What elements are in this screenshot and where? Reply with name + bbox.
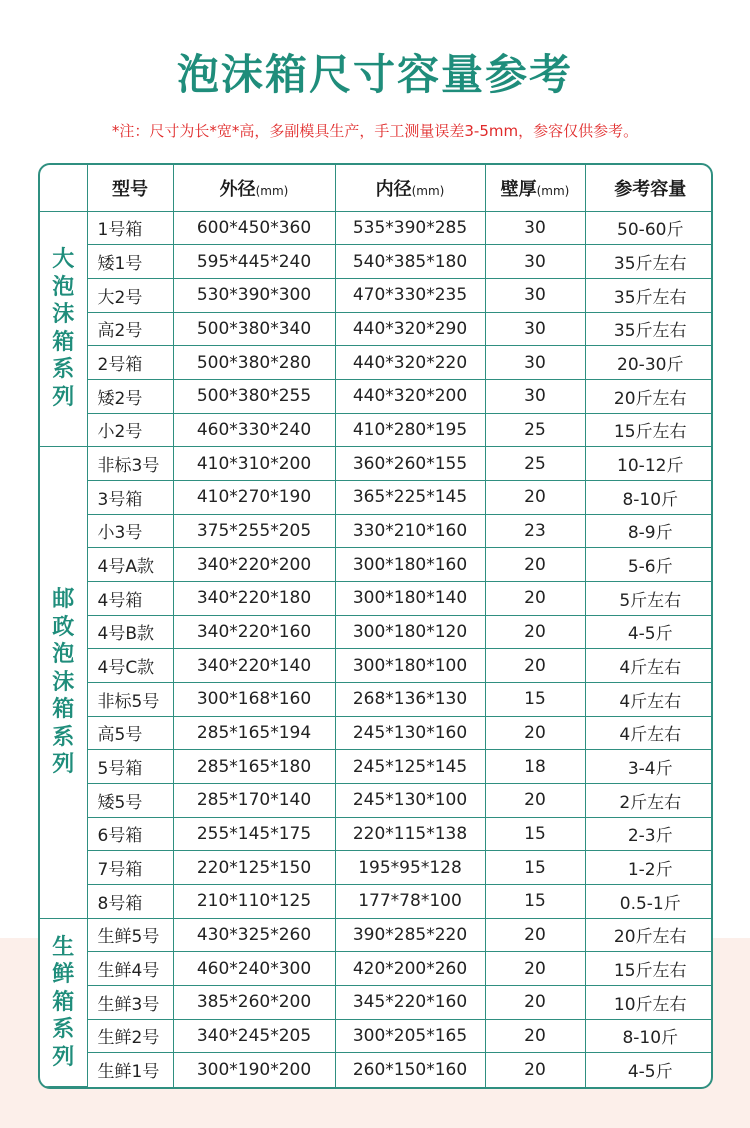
header-wall-label: 壁厚: [500, 178, 537, 200]
table-row: [40, 346, 713, 380]
capacity-cell: 4-5斤: [585, 615, 713, 649]
inner-size-cell: 440*320*290: [335, 312, 485, 346]
model-cell: 高5号: [87, 716, 173, 750]
table-row: [40, 413, 713, 447]
series-char: 政: [52, 614, 75, 640]
inner-size-cell: 300*180*100: [335, 649, 485, 683]
header-capacity: 参考容量: [585, 165, 713, 211]
wall-thickness-cell: 20: [485, 615, 585, 649]
series-char: 泡: [52, 642, 75, 668]
outer-size-cell: 285*165*180: [173, 750, 335, 784]
inner-size-cell: 245*130*100: [335, 783, 485, 817]
model-cell: 4号箱: [87, 581, 173, 615]
table-row: [40, 211, 713, 245]
wall-thickness-cell: 20: [485, 480, 585, 514]
outer-size-cell: 285*170*140: [173, 783, 335, 817]
model-cell: 生鲜3号: [87, 985, 173, 1019]
table-row: [40, 514, 713, 548]
table-row: [40, 750, 713, 784]
series-label: [40, 447, 87, 918]
series-char: 箱: [52, 697, 75, 723]
outer-size-cell: 460*330*240: [173, 413, 335, 447]
model-cell: 2号箱: [87, 346, 173, 380]
outer-size-cell: 460*240*300: [173, 952, 335, 986]
outer-size-cell: 385*260*200: [173, 985, 335, 1019]
capacity-cell: 35斤左右: [585, 245, 713, 279]
wall-thickness-cell: 20: [485, 783, 585, 817]
header-outer: [173, 165, 335, 211]
model-cell: 6号箱: [87, 817, 173, 851]
capacity-cell: 15斤左右: [585, 413, 713, 447]
wall-thickness-cell: 30: [485, 211, 585, 245]
inner-size-cell: 330*210*160: [335, 514, 485, 548]
series-char: 生: [52, 934, 75, 960]
header-wall: [485, 165, 585, 211]
table-row: [40, 918, 713, 952]
model-cell: 5号箱: [87, 750, 173, 784]
wall-thickness-cell: 20: [485, 1053, 585, 1087]
outer-size-cell: 430*325*260: [173, 918, 335, 952]
series-char: 大: [52, 247, 75, 273]
inner-size-cell: 245*125*145: [335, 750, 485, 784]
outer-size-cell: 340*220*140: [173, 649, 335, 683]
series-char: 列: [52, 752, 75, 778]
model-cell: 3号箱: [87, 480, 173, 514]
table-row: [40, 649, 713, 683]
capacity-cell: 3-4斤: [585, 750, 713, 784]
header-wall-unit: (mm): [536, 183, 570, 198]
series-char: 沫: [52, 302, 75, 328]
table-row: [40, 615, 713, 649]
wall-thickness-cell: 30: [485, 312, 585, 346]
outer-size-cell: 340*220*200: [173, 548, 335, 582]
inner-size-cell: 470*330*235: [335, 278, 485, 312]
capacity-cell: 35斤左右: [585, 312, 713, 346]
table-row: [40, 985, 713, 1019]
table-row: [40, 1053, 713, 1087]
capacity-cell: 2-3斤: [585, 817, 713, 851]
outer-size-cell: 500*380*255: [173, 379, 335, 413]
capacity-cell: 20-30斤: [585, 346, 713, 380]
table-row: [40, 884, 713, 918]
inner-size-cell: 268*136*130: [335, 682, 485, 716]
series-label: [40, 211, 87, 447]
capacity-cell: 4斤左右: [585, 649, 713, 683]
wall-thickness-cell: 20: [485, 918, 585, 952]
outer-size-cell: 340*245*205: [173, 1019, 335, 1053]
wall-thickness-cell: 15: [485, 884, 585, 918]
capacity-cell: 1-2斤: [585, 851, 713, 885]
model-cell: 非标3号: [87, 447, 173, 481]
model-cell: 高2号: [87, 312, 173, 346]
inner-size-cell: 540*385*180: [335, 245, 485, 279]
size-capacity-table: [40, 165, 713, 1087]
model-cell: 7号箱: [87, 851, 173, 885]
header-series: [40, 165, 87, 211]
table-header-row: [40, 165, 713, 211]
capacity-cell: 0.5-1斤: [585, 884, 713, 918]
model-cell: 生鲜2号: [87, 1019, 173, 1053]
inner-size-cell: 535*390*285: [335, 211, 485, 245]
table-row: [40, 716, 713, 750]
table-row: [40, 480, 713, 514]
wall-thickness-cell: 30: [485, 379, 585, 413]
wall-thickness-cell: 30: [485, 278, 585, 312]
capacity-cell: 10斤左右: [585, 985, 713, 1019]
table-row: [40, 682, 713, 716]
inner-size-cell: 300*205*165: [335, 1019, 485, 1053]
inner-size-cell: 410*280*195: [335, 413, 485, 447]
capacity-cell: 5-6斤: [585, 548, 713, 582]
capacity-cell: 50-60斤: [585, 211, 713, 245]
series-char: 系: [52, 724, 75, 750]
outer-size-cell: 300*168*160: [173, 682, 335, 716]
wall-thickness-cell: 20: [485, 649, 585, 683]
wall-thickness-cell: 20: [485, 985, 585, 1019]
inner-size-cell: 220*115*138: [335, 817, 485, 851]
outer-size-cell: 600*450*360: [173, 211, 335, 245]
capacity-cell: 8-10斤: [585, 1019, 713, 1053]
table-row: [40, 952, 713, 986]
model-cell: 8号箱: [87, 884, 173, 918]
model-cell: 生鲜1号: [87, 1053, 173, 1087]
wall-thickness-cell: 30: [485, 346, 585, 380]
model-cell: 生鲜5号: [87, 918, 173, 952]
model-cell: 4号C款: [87, 649, 173, 683]
table-row: [40, 278, 713, 312]
inner-size-cell: 300*180*160: [335, 548, 485, 582]
capacity-cell: 20斤左右: [585, 379, 713, 413]
series-char: 泡: [52, 274, 75, 300]
capacity-cell: 10-12斤: [585, 447, 713, 481]
header-inner: [335, 165, 485, 211]
outer-size-cell: 285*165*194: [173, 716, 335, 750]
capacity-cell: 4斤左右: [585, 716, 713, 750]
inner-size-cell: 345*220*160: [335, 985, 485, 1019]
capacity-cell: 4-5斤: [627, 1062, 673, 1083]
model-cell: 小3号: [87, 514, 173, 548]
wall-thickness-cell: 15: [485, 851, 585, 885]
outer-size-cell: 210*110*125: [173, 884, 335, 918]
outer-size-cell: 500*380*280: [173, 346, 335, 380]
outer-size-cell: 220*125*150: [173, 851, 335, 885]
table-row: [40, 783, 713, 817]
inner-size-cell: 195*95*128: [335, 851, 485, 885]
outer-size-cell: 410*270*190: [173, 480, 335, 514]
inner-size-cell: 365*225*145: [335, 480, 485, 514]
wall-thickness-cell: 30: [485, 245, 585, 279]
outer-size-cell: 530*390*300: [173, 278, 335, 312]
wall-thickness-cell: 20: [485, 952, 585, 986]
capacity-cell: 5斤左右: [585, 581, 713, 615]
header-outer-label: 外径: [219, 178, 256, 200]
table-row: [40, 245, 713, 279]
model-cell: 1号箱: [87, 211, 173, 245]
inner-size-cell: 260*150*160: [335, 1053, 485, 1087]
capacity-cell: 8-9斤: [585, 514, 713, 548]
outer-size-cell: 375*255*205: [173, 514, 335, 548]
outer-size-cell: 595*445*240: [173, 245, 335, 279]
wall-thickness-cell: 20: [485, 1019, 585, 1053]
outer-size-cell: 300*190*200: [173, 1053, 335, 1087]
wall-thickness-cell: 25: [485, 413, 585, 447]
outer-size-cell: 500*380*340: [173, 312, 335, 346]
capacity-cell: 35斤左右: [585, 278, 713, 312]
inner-size-cell: 245*130*160: [335, 716, 485, 750]
table-row: [40, 581, 713, 615]
outer-size-cell: 340*220*180: [173, 581, 335, 615]
inner-size-cell: 300*180*120: [335, 615, 485, 649]
table-row: [40, 548, 713, 582]
inner-size-cell: 360*260*155: [335, 447, 485, 481]
capacity-cell: 2斤左右: [585, 783, 713, 817]
table-row: [40, 817, 713, 851]
table-row: [40, 1019, 713, 1053]
model-cell: 4号B款: [87, 615, 173, 649]
wall-thickness-cell: 20: [485, 581, 585, 615]
series-char: 箱: [52, 329, 75, 355]
page-title: 泡沫箱尺寸容量参考: [176, 50, 573, 99]
model-cell: 小2号: [87, 413, 173, 447]
inner-size-cell: 177*78*100: [335, 884, 485, 918]
wall-thickness-cell: 20: [485, 716, 585, 750]
model-cell: 大2号: [87, 278, 173, 312]
outer-size-cell: 340*220*160: [173, 615, 335, 649]
model-cell: 4号A款: [87, 548, 173, 582]
series-char: 列: [52, 1044, 75, 1070]
inner-size-cell: 440*320*220: [335, 346, 485, 380]
series-label: [40, 918, 87, 1086]
table-row: [40, 379, 713, 413]
capacity-cell: 20斤左右: [585, 918, 713, 952]
inner-size-cell: 390*285*220: [335, 918, 485, 952]
header-model: 型号: [87, 165, 173, 211]
wall-thickness-cell: 25: [485, 447, 585, 481]
capacity-cell: 8-10斤: [585, 480, 713, 514]
table-row: [40, 312, 713, 346]
wall-thickness-cell: 20: [485, 548, 585, 582]
series-char: 鲜: [52, 962, 75, 988]
table-row: [40, 447, 713, 481]
wall-thickness-cell: 18: [485, 750, 585, 784]
model-cell: 矮2号: [87, 379, 173, 413]
model-cell: 生鲜4号: [87, 952, 173, 986]
series-char: 列: [52, 384, 75, 410]
measurement-note: *注：尺寸为长*宽*高，多副模具生产，手工测量误差3-5mm，参容仅供参考。: [111, 122, 639, 140]
header-outer-unit: (mm): [255, 183, 289, 198]
capacity-cell: 4斤左右: [585, 682, 713, 716]
series-char: 箱: [52, 989, 75, 1015]
inner-size-cell: 440*320*200: [335, 379, 485, 413]
wall-thickness-cell: 15: [485, 817, 585, 851]
wall-thickness-cell: 15: [485, 682, 585, 716]
model-cell: 矮5号: [87, 783, 173, 817]
outer-size-cell: 410*310*200: [173, 447, 335, 481]
header-inner-label: 内径: [375, 178, 412, 200]
series-char: 沫: [52, 669, 75, 695]
capacity-cell: 15斤左右: [585, 952, 713, 986]
series-char: 邮: [52, 587, 75, 613]
table-row: [40, 851, 713, 885]
header-inner-unit: (mm): [411, 183, 445, 198]
table-body: [40, 211, 713, 1087]
series-char: 系: [52, 357, 75, 383]
wall-thickness-cell: 23: [485, 514, 585, 548]
model-cell: 非标5号: [87, 682, 173, 716]
series-char: 系: [52, 1017, 75, 1043]
inner-size-cell: 300*180*140: [335, 581, 485, 615]
outer-size-cell: 255*145*175: [173, 817, 335, 851]
model-cell: 矮1号: [87, 245, 173, 279]
inner-size-cell: 420*200*260: [335, 952, 485, 986]
size-table-container: [38, 163, 713, 1089]
